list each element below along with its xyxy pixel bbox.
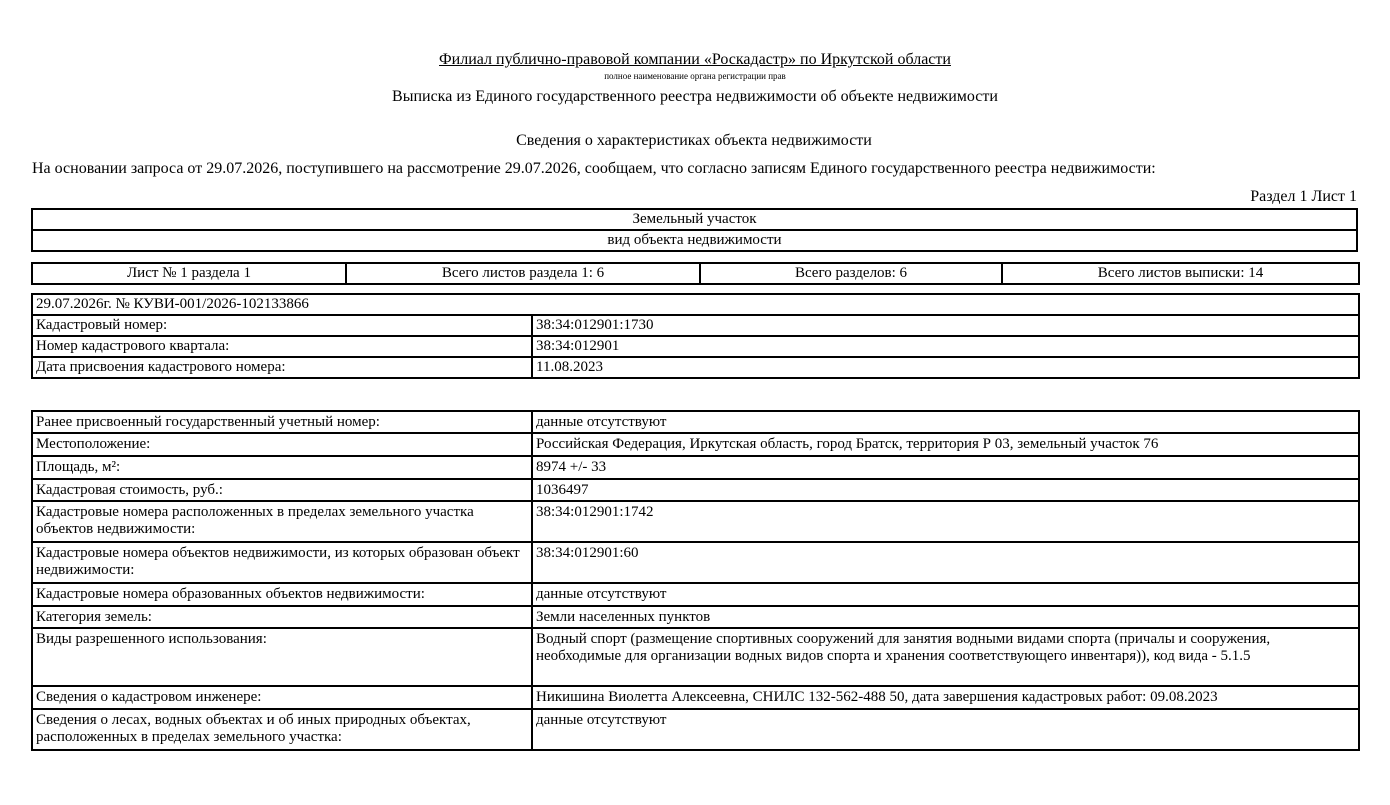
- table-row: [32, 709, 1359, 750]
- extract-id: 29.07.2026г. № КУВИ-001/2026-102133866: [32, 294, 1359, 315]
- organization-name: [0, 51, 1390, 69]
- section-sheet-label: Раздел 1 Лист 1: [1250, 188, 1357, 205]
- document-title: Выписка из Единого государственного реестра недвижимости об объекте недвижимости: [392, 88, 998, 105]
- row-label: Сведения о кадастровом инженере:: [32, 686, 532, 709]
- table-row: [32, 456, 1359, 479]
- row-value: 38:34:012901:1730: [532, 315, 1359, 336]
- organization-note: полное наименование органа регистрации прав: [604, 71, 786, 81]
- table-row: [32, 357, 1359, 378]
- row-value: 38:34:012901:60: [532, 542, 1359, 583]
- row-label: Дата присвоения кадастрового номера:: [32, 357, 532, 378]
- table-row: [32, 628, 1359, 686]
- row-label: Виды разрешенного использования:: [32, 628, 532, 686]
- row-label: Кадастровые номера расположенных в пределах земельного участка объектов недвижимости:: [32, 501, 532, 542]
- row-value: Российская Федерация, Иркутская область, город Братск, территория Р 03, земельный участок 76: [532, 433, 1359, 456]
- row-label: Кадастровый номер:: [32, 315, 532, 336]
- total-sheets-section: Всего листов раздела 1: 6: [346, 263, 700, 284]
- row-value: Водный спорт (размещение спортивных сооружений для занятия водными видами спорта (причалы и сооружения, необходимые для организации водных видов спорта и хранения соответствующего инвентаря)), код вида - 5.1.5: [532, 628, 1359, 686]
- identifiers-table: [31, 293, 1360, 379]
- table-row: [32, 583, 1359, 606]
- row-label: Номер кадастрового квартала:: [32, 336, 532, 357]
- row-value: 38:34:012901:1742: [532, 501, 1359, 542]
- object-type-label: вид объекта недвижимости: [32, 230, 1357, 251]
- details-table: [31, 410, 1360, 751]
- row-label: Кадастровые номера образованных объектов недвижимости:: [32, 583, 532, 606]
- object-type-value: Земельный участок: [32, 209, 1357, 230]
- section-title-text: Сведения о характеристиках объекта недвижимости: [516, 132, 872, 149]
- organization-name-text: Филиал публично-правовой компании «Роскадастр» по Иркутской области: [439, 51, 951, 68]
- sheets-table: [31, 262, 1360, 285]
- row-value: 1036497: [532, 479, 1359, 501]
- total-sheets-extract: Всего листов выписки: 14: [1002, 263, 1359, 284]
- table-row: [32, 315, 1359, 336]
- row-label: Местоположение:: [32, 433, 532, 456]
- row-value: данные отсутствуют: [532, 709, 1359, 750]
- table-row: [32, 433, 1359, 456]
- table-row: [32, 606, 1359, 628]
- row-label: Кадастровые номера объектов недвижимости, из которых образован объект недвижимости:: [32, 542, 532, 583]
- table-row: [32, 411, 1359, 433]
- table-row: [32, 336, 1359, 357]
- row-value: Никишина Виолетта Алексеевна, СНИЛС 132-562-488 50, дата завершения кадастровых работ: 09.08.2023: [532, 686, 1359, 709]
- row-value: данные отсутствуют: [532, 583, 1359, 606]
- table-row: [32, 686, 1359, 709]
- table-row: [32, 479, 1359, 501]
- row-label: Ранее присвоенный государственный учетный номер:: [32, 411, 532, 433]
- table-row: [32, 542, 1359, 583]
- row-value: 11.08.2023: [532, 357, 1359, 378]
- row-value: 8974 +/- 33: [532, 456, 1359, 479]
- row-value: Земли населенных пунктов: [532, 606, 1359, 628]
- object-type-table: [31, 208, 1358, 252]
- basis-text: На основании запроса от 29.07.2026, поступившего на рассмотрение 29.07.2026, сообщаем, что согласно записям Единого государственного реестра недвижимости:: [32, 160, 1156, 177]
- row-value: 38:34:012901: [532, 336, 1359, 357]
- row-label: Кадастровая стоимость, руб.:: [32, 479, 532, 501]
- table-row: [32, 501, 1359, 542]
- row-label: Категория земель:: [32, 606, 532, 628]
- total-sections: Всего разделов: 6: [700, 263, 1002, 284]
- row-label: Сведения о лесах, водных объектах и об иных природных объектах, расположенных в пределах земельного участка:: [32, 709, 532, 750]
- row-label: Площадь, м²:: [32, 456, 532, 479]
- row-value: данные отсутствуют: [532, 411, 1359, 433]
- sheet-of-section: Лист № 1 раздела 1: [32, 263, 346, 284]
